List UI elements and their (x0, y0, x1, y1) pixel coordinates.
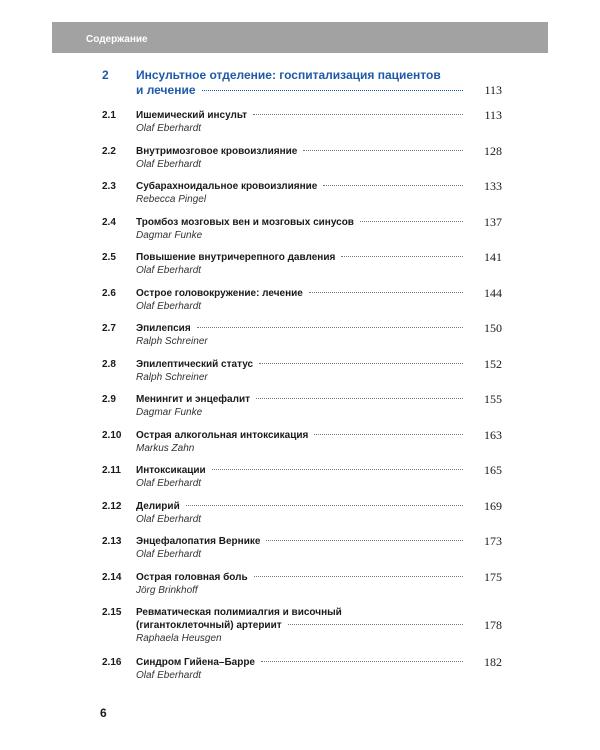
toc-entry (102, 571, 502, 607)
entry-author: Dagmar Funke (136, 229, 203, 241)
entry-title: Субарахноидальное кровоизлияние (136, 181, 318, 192)
entry-page-number: 152 (484, 356, 502, 371)
dot-leader (323, 185, 463, 186)
entry-author: Olaf Eberhardt (136, 158, 202, 170)
toc-entry (102, 251, 502, 287)
toc-entry (102, 393, 502, 429)
entry-title: Интоксикации (136, 465, 206, 476)
toc-entry (102, 464, 502, 500)
dot-leader (259, 363, 463, 364)
entry-page-number: 133 (484, 179, 502, 193)
entry-author: Olaf Eberhardt (136, 549, 202, 560)
entry-number: 2.16 (102, 656, 122, 668)
entry-page-number: 182 (484, 654, 502, 669)
entry-author: Olaf Eberhardt (136, 478, 202, 489)
entry-number: 2.11 (102, 465, 121, 476)
entry-number: 2.10 (102, 429, 122, 441)
entry-title: Эпилептический статус (136, 358, 254, 370)
entry-author: Raphaela Heusgen (136, 633, 222, 644)
dot-leader (212, 469, 463, 470)
toc-entry (102, 358, 502, 394)
chapter-title-line2: и лечение (136, 83, 196, 97)
toc-entry (102, 429, 502, 465)
entry-author: Ralph Schreiner (136, 336, 208, 347)
entry-title: Острая алкогольная интоксикация (136, 429, 309, 441)
entry-page-number: 150 (484, 321, 502, 335)
entry-page-number: 173 (484, 534, 502, 548)
dot-leader (186, 505, 463, 506)
entry-title: Эпилепсия (136, 323, 191, 334)
toc-entry (102, 606, 502, 656)
entry-number: 2.12 (102, 500, 122, 512)
dot-leader (197, 327, 463, 328)
entry-author: Rebecca Pingel (136, 194, 207, 205)
entry-author: Jörg Brinkhoff (136, 584, 198, 596)
entry-title: Тромбоз мозговых вен и мозговых синусов (136, 216, 354, 228)
chapter-heading (102, 68, 502, 98)
entry-author: Markus Zahn (136, 442, 195, 454)
chapter-title (136, 68, 466, 98)
entry-author: Olaf Eberhardt (136, 265, 202, 276)
toc-entry (102, 500, 502, 536)
entry-number: 2.3 (102, 181, 116, 192)
dot-leader (253, 114, 463, 115)
chapter-title-line2-row (136, 83, 466, 98)
entry-author: Olaf Eberhardt (136, 300, 202, 312)
entry-number: 2.7 (102, 323, 116, 334)
dot-leader (303, 150, 463, 151)
entry-page-number: 128 (484, 143, 502, 158)
entry-title: (гигантоклеточный) артериит (136, 620, 282, 631)
entry-number: 2.8 (102, 358, 116, 370)
entry-page-number: 178 (484, 618, 502, 632)
entry-author: Dagmar Funke (136, 407, 203, 418)
entry-number: 2.4 (102, 216, 116, 228)
entry-title: Острое головокружение: лечение (136, 287, 303, 299)
entry-author: Ralph Schreiner (136, 371, 208, 383)
entry-page-number: 144 (484, 285, 502, 300)
entry-author: Olaf Eberhardt (136, 123, 202, 134)
entry-number: 2.6 (102, 287, 116, 299)
dot-leader (202, 90, 464, 91)
dot-leader (266, 540, 463, 541)
toc-entry (102, 535, 502, 571)
entry-title: Менингит и энцефалит (136, 394, 251, 405)
toc-entry (102, 145, 502, 181)
toc-entry (102, 216, 502, 252)
entry-title: Синдром Гийена–Барре (136, 656, 255, 668)
entry-title-line1: Ревматическая полимиалгия и височный (136, 607, 342, 618)
toc-entry (102, 287, 502, 323)
toc-entry (102, 180, 502, 216)
entry-number: 2.14 (102, 571, 122, 583)
running-header (52, 22, 548, 53)
chapter-number: 2 (102, 68, 109, 82)
table-of-contents (102, 68, 502, 691)
entry-number: 2.2 (102, 145, 116, 157)
entry-number: 2.9 (102, 394, 116, 405)
dot-leader (254, 576, 463, 577)
entry-title: Энцефалопатия Вернике (136, 536, 261, 547)
toc-entry (102, 109, 502, 145)
entry-page-number: 163 (484, 427, 502, 442)
dot-leader (309, 292, 463, 293)
toc-entry (102, 322, 502, 358)
dot-leader (360, 221, 463, 222)
entry-title: Острая головная боль (136, 571, 248, 583)
entry-number: 2.15 (102, 607, 122, 618)
dot-leader (341, 256, 463, 257)
entry-title: Делирий (136, 500, 180, 512)
entry-page-number: 137 (484, 214, 502, 229)
entry-author: Olaf Eberhardt (136, 513, 202, 525)
toc-entry (102, 656, 502, 692)
entry-page-number: 165 (484, 463, 502, 477)
entry-page-number: 113 (484, 108, 502, 122)
entry-page-number: 155 (484, 392, 502, 406)
header-title: Содержание (86, 34, 148, 45)
entry-title: Повышение внутричерепного давления (136, 252, 336, 263)
entry-number: 2.5 (102, 252, 116, 263)
entry-page-number: 169 (484, 498, 502, 513)
dot-leader (314, 434, 463, 435)
chapter-title-line1: Инсультное отделение: госпитализация пациентов (136, 68, 441, 82)
page-number: 6 (100, 706, 107, 720)
dot-leader (261, 661, 463, 662)
entry-title: Ишемический инсульт (136, 110, 248, 121)
chapter-page-number: 113 (484, 83, 502, 97)
entry-number: 2.1 (102, 110, 116, 121)
entry-author: Olaf Eberhardt (136, 669, 202, 681)
dot-leader (256, 398, 463, 399)
entry-page-number: 175 (484, 569, 502, 584)
entry-number: 2.13 (102, 536, 122, 547)
entry-page-number: 141 (484, 250, 502, 264)
dot-leader (288, 624, 463, 625)
toc-entries (102, 109, 502, 691)
entry-title: Внутримозговое кровоизлияние (136, 145, 298, 157)
